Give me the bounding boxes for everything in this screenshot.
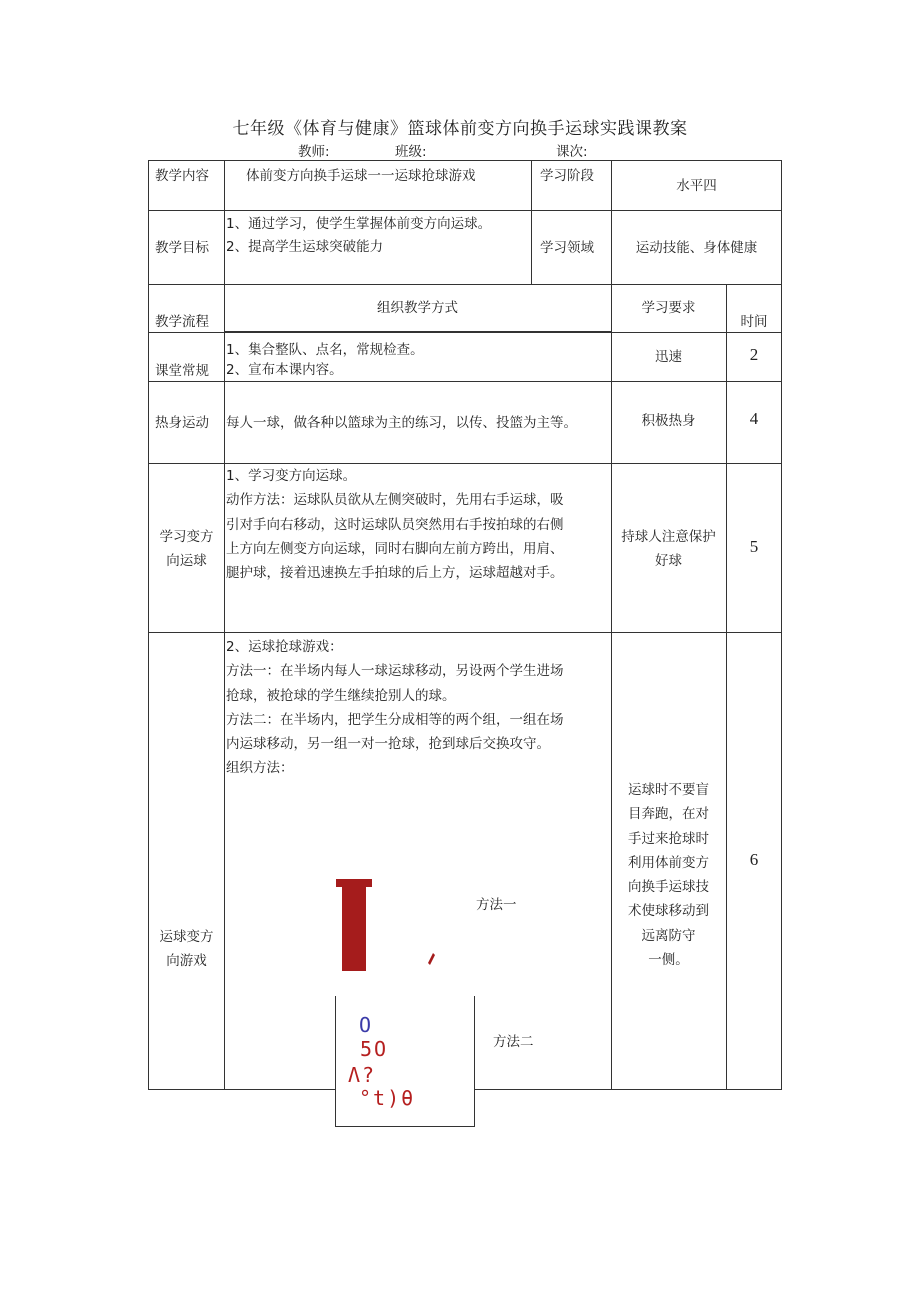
class-label: 班级: [395, 144, 427, 160]
table-row-line [148, 210, 782, 211]
game-req-line-8: 一侧。 [648, 952, 689, 969]
learn-description [226, 464, 610, 585]
red-tick-mark [428, 953, 435, 965]
diagram-line-4: °t)θ [359, 1086, 416, 1110]
diagram-box-bottom [335, 1126, 475, 1127]
goal-1: 1、通过学习，使学生掌握体前变方向运球。 [226, 216, 492, 232]
diagram-line-3: Λ? [348, 1063, 377, 1087]
table-row-line [148, 284, 782, 285]
game-label-line-1: 运球变方 [159, 929, 214, 945]
domain-label: 学习领域 [540, 240, 594, 256]
table-border-top [148, 160, 782, 161]
routine-line-2: 2、宣布本课内容。 [226, 362, 343, 378]
table-border-right [781, 160, 782, 1090]
learn-line-5: 腿护球，接着迅速换左手拍球的后上方，运球超越对手。 [226, 565, 564, 582]
learn-label-line-1: 学习变方 [159, 529, 214, 545]
learn-line-4: 上方向左侧变方向运球，同时右脚向左前方跨出，用肩、 [226, 540, 564, 557]
content-value: 体前变方向换手运球一一运球抢球游戏 [246, 168, 476, 184]
game-req-line-1: 运球时不要盲 [628, 782, 709, 798]
learn-req-line-1: 持球人注意保护 [621, 529, 716, 545]
learn-line-3: 引对手向右移动，这时运球队员突然用右手按拍球的右侧 [226, 516, 564, 533]
game-label [149, 925, 224, 974]
red-bar-mark [342, 883, 366, 971]
warmup-time: 4 [749, 409, 759, 428]
game-line-5: 内运球移动，另一组一对一抢球，抢到球后交换攻守。 [226, 736, 550, 753]
method-one-diagram [330, 875, 440, 975]
game-req-line-3: 手过来抢球时 [628, 830, 709, 847]
routine-line-1: 1、集合整队、点名，常规检查。 [226, 342, 424, 358]
method-two-label: 方法二 [493, 1034, 534, 1050]
learn-line-2: 动作方法：运球队员欲从左侧突破时，先用右手运球，吸 [226, 492, 564, 509]
game-line-1: 2、运球抢球游戏： [226, 639, 343, 655]
diagram-box-right [474, 996, 475, 1127]
game-line-4: 方法二：在半场内，把学生分成相等的两个组，一组在场 [226, 711, 564, 728]
lesson-label: 课次: [556, 144, 588, 160]
teacher-label: 教师: [298, 144, 330, 160]
warmup-requirement: 积极热身 [641, 413, 696, 429]
game-req-line-7: 远离防守 [641, 927, 696, 944]
diagram-line-2: 5O [360, 1037, 389, 1061]
routine-label: 课堂常规 [155, 363, 209, 379]
method-header: 组织教学方式 [377, 300, 458, 316]
routine-requirement: 迅速 [655, 349, 682, 365]
diagram-line-1: O [359, 1013, 374, 1037]
learn-requirement [611, 525, 726, 574]
routine-time: 2 [749, 345, 759, 364]
table-row-line [148, 632, 782, 633]
page-title: 七年级《体育与健康》篮球体前变方向换手运球实践课教案 [232, 119, 688, 139]
stage-label: 学习阶段 [540, 168, 594, 184]
game-req-line-5: 向换手运球技 [628, 879, 709, 896]
flow-header: 教学流程 [155, 314, 209, 330]
table-col-line [531, 160, 532, 284]
learn-label-line-2: 向运球 [166, 553, 207, 570]
table-row-line [148, 332, 782, 333]
game-requirement [611, 778, 726, 972]
learn-time: 5 [749, 537, 759, 556]
time-header: 时间 [740, 314, 768, 330]
game-req-line-6: 术使球移动到 [628, 903, 709, 920]
learn-req-line-2: 好球 [655, 553, 682, 570]
game-time: 6 [749, 850, 759, 869]
table-border-bottom [148, 1089, 335, 1090]
game-line-2: 方法一：在半场内每人一球运球移动，另设两个学生进场 [226, 663, 564, 680]
red-bar-cap [336, 879, 372, 887]
learn-line-1: 1、学习变方向运球。 [226, 468, 357, 484]
game-req-line-4: 利用体前变方 [628, 854, 709, 871]
game-line-6: 组织方法： [226, 760, 294, 777]
content-label: 教学内容 [155, 168, 209, 184]
game-label-line-2: 向游戏 [166, 953, 207, 970]
warmup-text: 每人一球，做各种以篮球为主的练习，以传、投篮为主等。 [226, 415, 577, 431]
requirement-header: 学习要求 [641, 300, 696, 316]
warmup-label: 热身运动 [155, 415, 209, 431]
learn-label [149, 525, 224, 574]
table-col-line [726, 284, 727, 1090]
goal-2: 2、提高学生运球突破能力 [226, 239, 384, 255]
game-description [226, 635, 610, 781]
domain-value: 运动技能、身体健康 [635, 240, 758, 256]
stage-value: 水平四 [676, 178, 717, 194]
goals-label: 教学目标 [155, 240, 209, 256]
game-req-line-2: 目奔跑，在对 [628, 806, 709, 823]
diagram-box-left [335, 996, 336, 1127]
method-one-label: 方法一 [476, 897, 517, 913]
game-line-3: 抢球，被抢球的学生继续抢别人的球。 [226, 687, 456, 704]
table-border-bottom [474, 1089, 782, 1090]
